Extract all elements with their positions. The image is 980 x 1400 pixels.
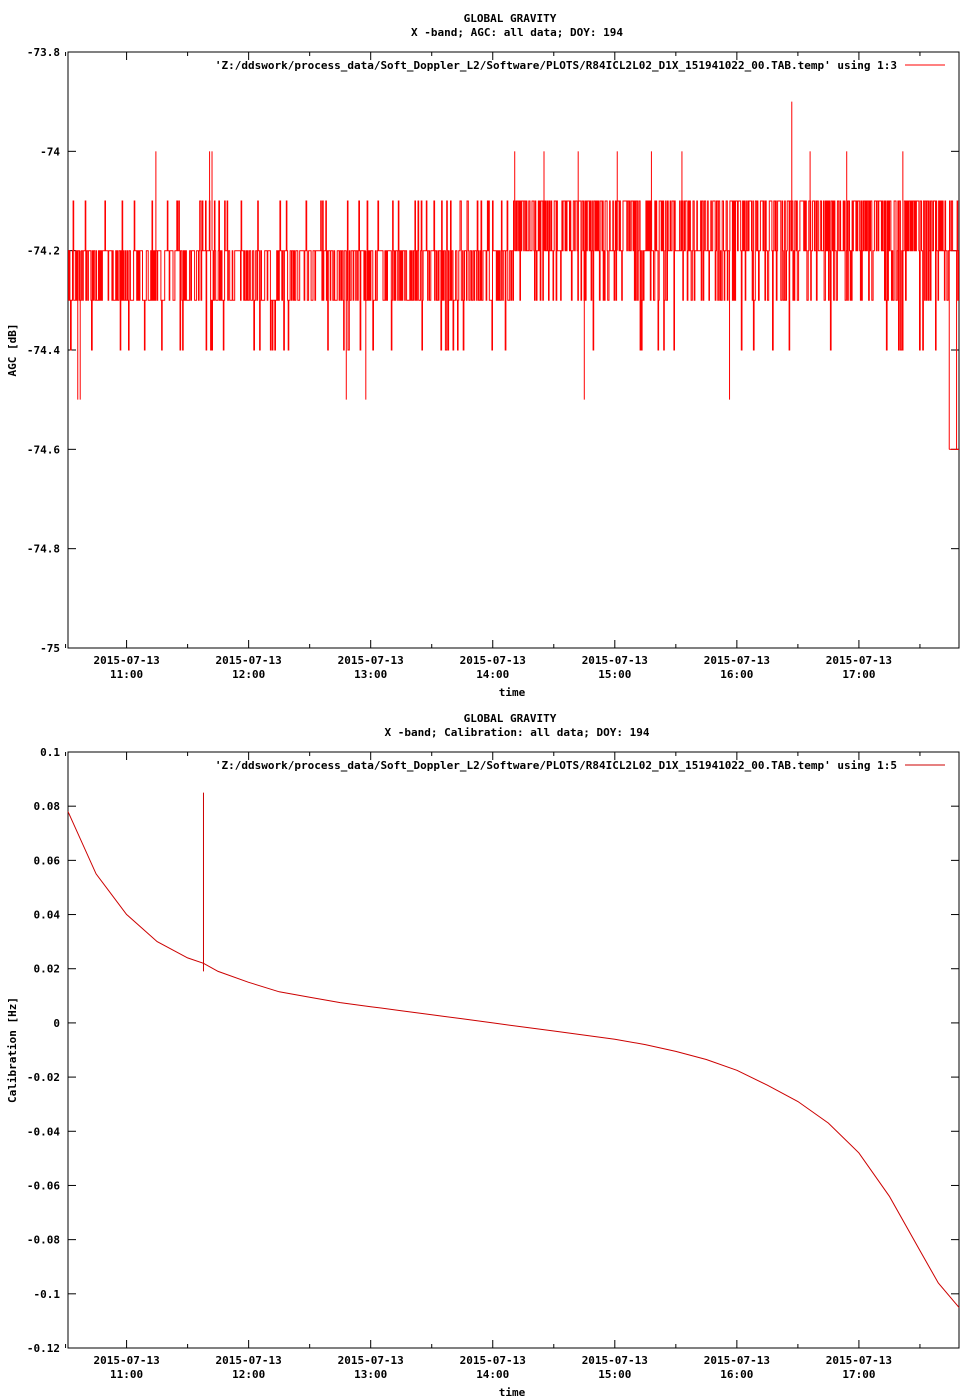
y-tick-label: -0.1	[33, 1287, 60, 1301]
x-tick-date-label: 2015-07-13	[459, 1354, 526, 1367]
x-tick-time-label: 13:00	[354, 668, 388, 681]
calibration-series	[68, 793, 959, 1308]
calibration-y-ticks	[27, 746, 959, 1355]
x-tick-time-label: 11:00	[110, 1368, 144, 1381]
agc-chart-subtitle: X -band; AGC: all data; DOY: 194	[411, 26, 623, 39]
x-tick-time-label: 14:00	[476, 668, 510, 681]
y-tick-label: 0.08	[33, 800, 60, 814]
calibration-plot-frame	[68, 752, 959, 1348]
x-tick-time-label: 17:00	[842, 668, 876, 681]
x-tick-date-label: 2015-07-13	[93, 1354, 160, 1367]
y-tick-label: -74.2	[26, 244, 60, 258]
x-tick-date-label: 2015-07-13	[215, 654, 282, 667]
calibration-curve	[68, 812, 959, 1308]
x-tick-time-label: 12:00	[232, 1368, 266, 1381]
agc-plot-frame	[68, 52, 959, 648]
y-tick-label: -73.8	[26, 46, 60, 59]
y-tick-label: -0.12	[26, 1342, 60, 1355]
x-tick-date-label: 2015-07-13	[337, 654, 404, 667]
x-tick-time-label: 11:00	[110, 668, 144, 681]
agc-chart	[6, 12, 959, 699]
y-tick-label: -75	[40, 642, 60, 655]
y-tick-label: 0	[53, 1016, 60, 1030]
y-tick-label: 0.06	[33, 854, 60, 868]
x-tick-time-label: 16:00	[720, 1368, 754, 1381]
x-tick-date-label: 2015-07-13	[703, 654, 770, 667]
x-tick-time-label: 14:00	[476, 1368, 510, 1381]
y-tick-label: -74.6	[26, 443, 60, 457]
x-tick-time-label: 12:00	[232, 668, 266, 681]
y-tick-label: 0.1	[40, 746, 60, 759]
x-tick-date-label: 2015-07-13	[703, 1354, 770, 1367]
x-tick-date-label: 2015-07-13	[825, 654, 893, 667]
x-tick-date-label: 2015-07-13	[215, 1354, 282, 1367]
y-tick-label: -74.4	[26, 344, 60, 357]
x-tick-date-label: 2015-07-13	[459, 654, 526, 667]
agc-y-axis-label: AGC [dB]	[6, 323, 19, 377]
agc-x-axis-label: time	[498, 686, 526, 699]
y-tick-label: -74.8	[26, 542, 60, 556]
x-tick-time-label: 15:00	[598, 668, 632, 681]
y-tick-label: -0.06	[26, 1179, 60, 1193]
x-tick-date-label: 2015-07-13	[581, 1354, 648, 1367]
y-tick-label: -0.04	[26, 1125, 60, 1139]
calibration-chart-subtitle: X -band; Calibration: all data; DOY: 194	[384, 726, 650, 739]
x-tick-time-label: 16:00	[720, 668, 754, 681]
x-tick-time-label: 13:00	[354, 1368, 388, 1381]
x-tick-time-label: 15:00	[598, 1368, 632, 1381]
agc-noise-trace	[68, 201, 959, 350]
agc-chart-title: GLOBAL GRAVITY	[463, 12, 557, 25]
y-tick-label: -74	[40, 145, 60, 159]
y-tick-label: 0.02	[33, 962, 60, 976]
x-tick-time-label: 17:00	[842, 1368, 876, 1381]
x-tick-date-label: 2015-07-13	[825, 1354, 893, 1367]
x-tick-date-label: 2015-07-13	[337, 1354, 404, 1367]
calibration-chart	[6, 712, 959, 1399]
x-tick-date-label: 2015-07-13	[93, 654, 160, 667]
y-tick-label: 0.04	[33, 908, 60, 922]
calibration-x-ticks	[66, 752, 920, 1381]
agc-series	[68, 102, 959, 450]
agc-legend-label: 'Z:/ddswork/process_data/Soft_Doppler_L2/Software/PLOTS/R84ICL2L02_D1X_151941022_00.TAB.temp' using 1:3	[214, 59, 897, 72]
y-tick-label: -0.02	[26, 1071, 60, 1085]
y-tick-label: -0.08	[26, 1233, 60, 1247]
x-tick-date-label: 2015-07-13	[581, 654, 648, 667]
calibration-y-axis-label: Calibration [Hz]	[6, 997, 19, 1103]
calibration-x-axis-label: time	[498, 1386, 526, 1399]
calibration-legend-label: 'Z:/ddswork/process_data/Soft_Doppler_L2/Software/PLOTS/R84ICL2L02_D1X_151941022_00.TAB.temp' using 1:5	[214, 759, 897, 772]
calibration-chart-title: GLOBAL GRAVITY	[463, 712, 557, 725]
